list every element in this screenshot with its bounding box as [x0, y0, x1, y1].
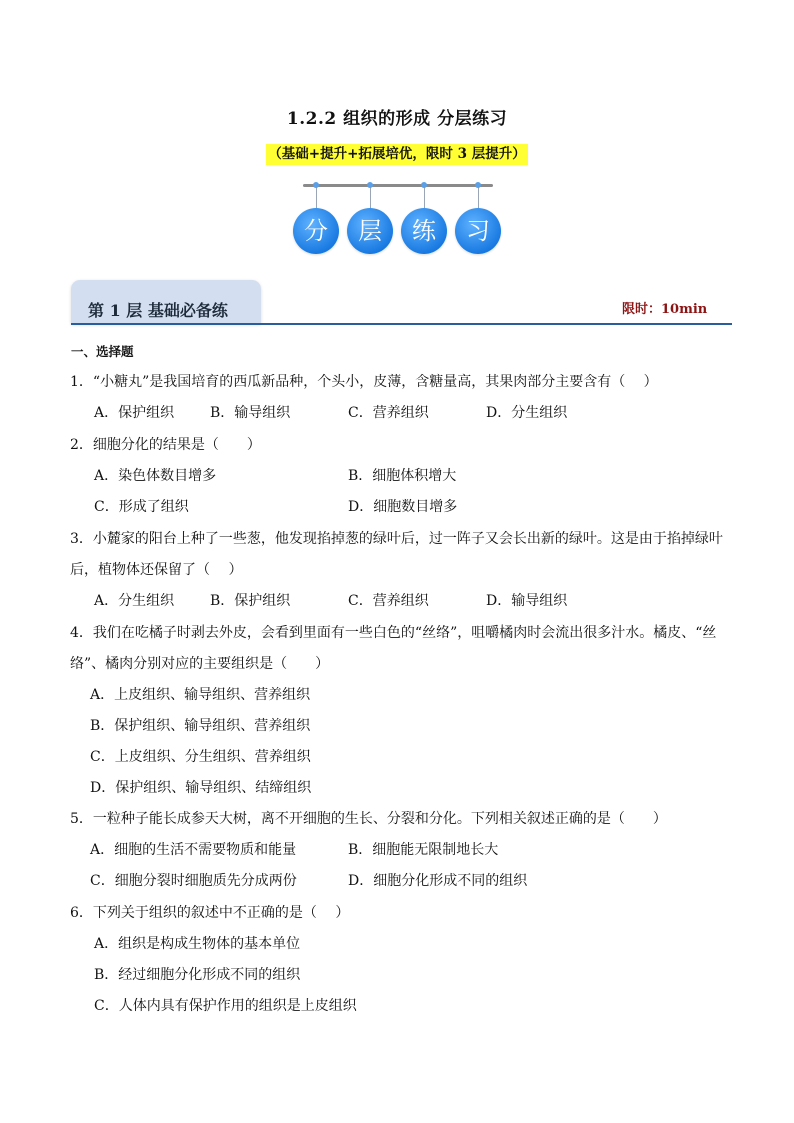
question-1-stem: 1．“小糖丸”是我国培育的西瓜新品种，个头小，皮薄，含糖量高，其果肉部分主要含有（ ）	[70, 374, 658, 390]
question-6-option-b: B．经过细胞分化形成不同的组织	[94, 967, 301, 983]
question-4-option-c: C．上皮组织、分生组织、营养组织	[90, 749, 311, 765]
decor-peg	[424, 186, 425, 208]
question-4-stem-line-2: 络”、橘肉分别对应的主要组织是（ ）	[70, 656, 330, 672]
decor-dot	[475, 182, 481, 188]
question-4-stem-line-1: 4．我们在吃橘子时剥去外皮，会看到里面有一些白色的“丝络”，咀嚼橘肉时会流出很多汁水。橘皮、“丝	[70, 625, 717, 641]
decor-bubble-2: 层	[347, 208, 393, 254]
question-4-option-b: B．保护组织、输导组织、营养组织	[90, 718, 311, 734]
decor-dot	[313, 182, 319, 188]
question-2-option-c: C．形成了组织	[94, 499, 189, 515]
question-3-option-c: C．营养组织	[348, 593, 429, 609]
subtitle-wrap	[0, 143, 794, 165]
page-title: 1.2.2 组织的形成 分层练习	[286, 109, 508, 129]
question-2-stem: 2．细胞分化的结果是（ ）	[70, 437, 261, 453]
section-rule	[71, 323, 732, 325]
question-1-option-d: D．分生组织	[486, 405, 568, 421]
question-5-stem: 5．一粒种子能长成参天大树，离不开细胞的生长、分裂和分化。下列相关叙述正确的是（ ）	[70, 811, 667, 827]
decor-dot	[367, 182, 373, 188]
question-6-option-c: C．人体内具有保护作用的组织是上皮组织	[94, 998, 357, 1014]
page-subtitle: （基础+提升+拓展培优，限时 3 层提升）	[266, 144, 527, 165]
question-6-stem: 6．下列关于组织的叙述中不正确的是（ ）	[70, 905, 350, 921]
decor-bubble-4: 习	[455, 208, 501, 254]
question-1-option-b: B．输导组织	[210, 405, 291, 421]
question-3-option-d: D．输导组织	[486, 593, 568, 609]
question-5-option-c: C．细胞分裂时细胞质先分成两份	[90, 873, 297, 889]
question-3-stem-line-1: 3．小麓家的阳台上种了一些葱，他发现掐掉葱的绿叶后，过一阵子又会长出新的绿叶。这是由于掐掉绿叶	[70, 531, 723, 547]
question-3-stem-line-2: 后，植物体还保留了（ ）	[70, 562, 243, 578]
question-4-option-a: A．上皮组织、输导组织、营养组织	[90, 687, 311, 703]
question-3-option-a: A．分生组织	[94, 593, 175, 609]
question-6-option-a: A．组织是构成生物体的基本单位	[94, 936, 301, 952]
question-2-option-a: A．染色体数目增多	[94, 468, 217, 484]
decor-dot	[421, 182, 427, 188]
decor-bubble-3: 练	[401, 208, 447, 254]
decor-bar	[303, 184, 493, 187]
question-5-option-b: B．细胞能无限制地长大	[348, 842, 499, 858]
question-2-option-d: D．细胞数目增多	[348, 499, 458, 515]
question-5-option-d: D．细胞分化形成不同的组织	[348, 873, 528, 889]
question-1-option-c: C．营养组织	[348, 405, 429, 421]
level-label: 第 1 层 基础必备练	[88, 301, 228, 320]
decor-peg	[370, 186, 371, 208]
time-limit: 限时：10min	[622, 302, 708, 317]
question-4-option-d: D．保护组织、输导组织、结缔组织	[90, 780, 312, 796]
decor-peg	[316, 186, 317, 208]
question-3-option-b: B．保护组织	[210, 593, 291, 609]
question-1-option-a: A．保护组织	[94, 405, 175, 421]
decor-peg	[478, 186, 479, 208]
question-5-option-a: A．细胞的生活不需要物质和能量	[90, 842, 297, 858]
section-heading: 一、选择题	[71, 344, 134, 359]
question-2-option-b: B．细胞体积增大	[348, 468, 457, 484]
decor-bubble-1: 分	[293, 208, 339, 254]
